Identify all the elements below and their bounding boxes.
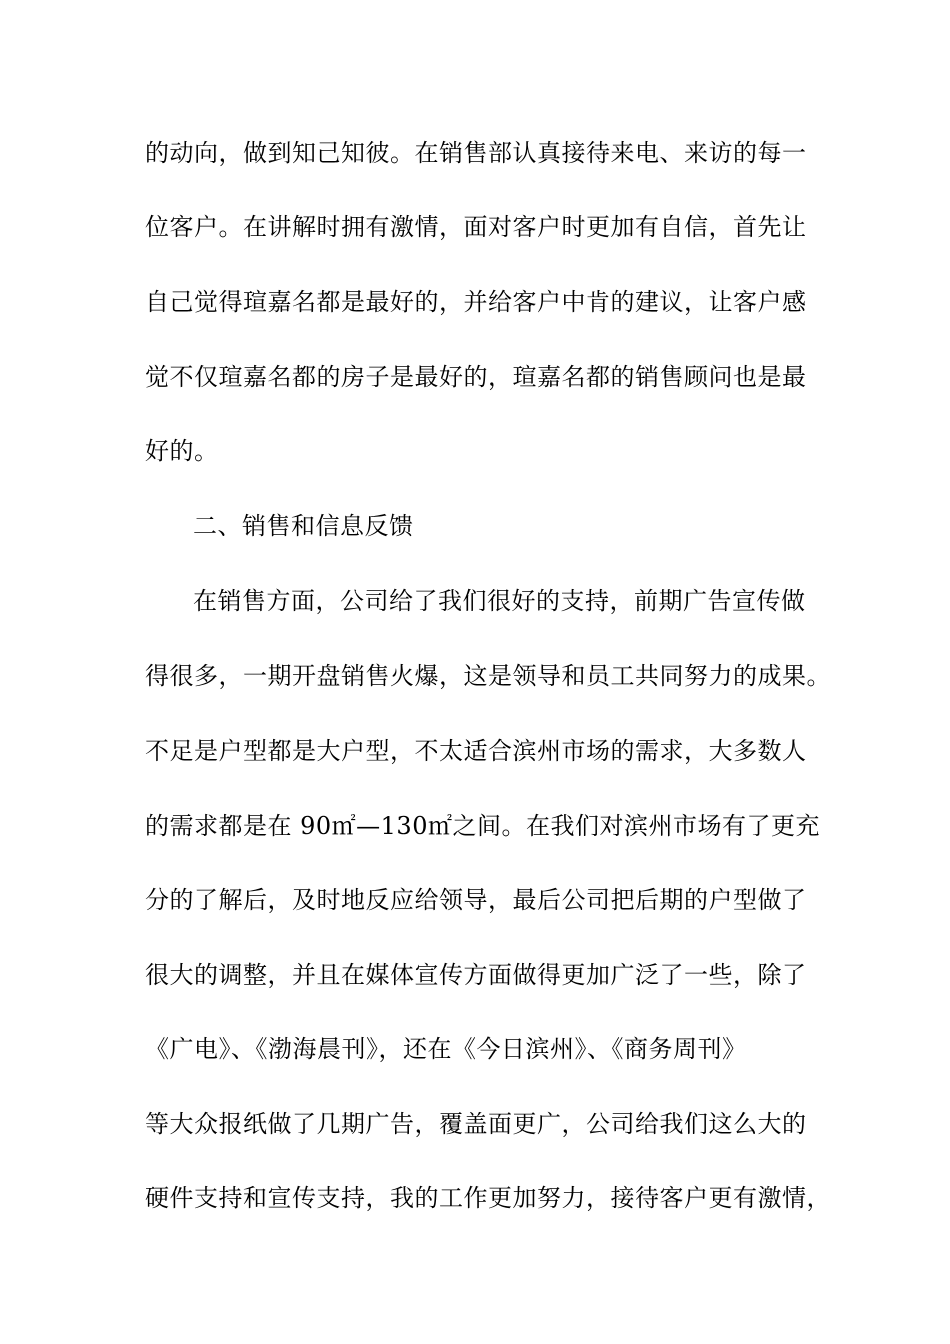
paragraph-2-line-3: 不足是户型都是大户型，不太适合滨州市场的需求，大多数人 [145,737,807,765]
paragraph-2-line-6: 很大的调整，并且在媒体宣传方面做得更加广泛了一些，除了 [145,961,807,989]
paragraph-2-line-2: 得很多，一期开盘销售火爆，这是领导和员工共同努力的成果。 [145,662,831,690]
paragraph-2-line-8: 等大众报纸做了几期广告，覆盖面更广，公司给我们这么大的 [145,1110,807,1138]
paragraph-2-line-4: 的需求都是在 90㎡—130㎡之间。在我们对滨州市场有了更充 [145,812,820,840]
paragraph-1-line-5: 好的。 [145,437,219,465]
paragraph-2-line-9: 硬件支持和宣传支持，我的工作更加努力，接待客户更有激情， [145,1184,831,1212]
paragraph-1-line-1: 的动向，做到知己知彼。在销售部认真接待来电、来访的每一 [145,139,807,167]
paragraph-1-line-2: 位客户。在讲解时拥有激情，面对客户时更加有自信，首先让 [145,213,807,241]
section-heading: 二、销售和信息反馈 [193,512,414,540]
paragraph-1-line-4: 觉不仅瑄嘉名都的房子是最好的，瑄嘉名都的销售顾问也是最 [145,363,807,391]
paragraph-1-line-3: 自己觉得瑄嘉名都是最好的，并给客户中肯的建议，让客户感 [145,288,807,316]
paragraph-2-line-7: 《广电》、《渤海晨刊》，还在《今日滨州》、《商务周刊》 [145,1035,747,1063]
paragraph-2-line-1: 在销售方面，公司给了我们很好的支持，前期广告宣传做 [193,587,806,615]
paragraph-2-line-5: 分的了解后，及时地反应给领导，最后公司把后期的户型做了 [145,886,807,914]
